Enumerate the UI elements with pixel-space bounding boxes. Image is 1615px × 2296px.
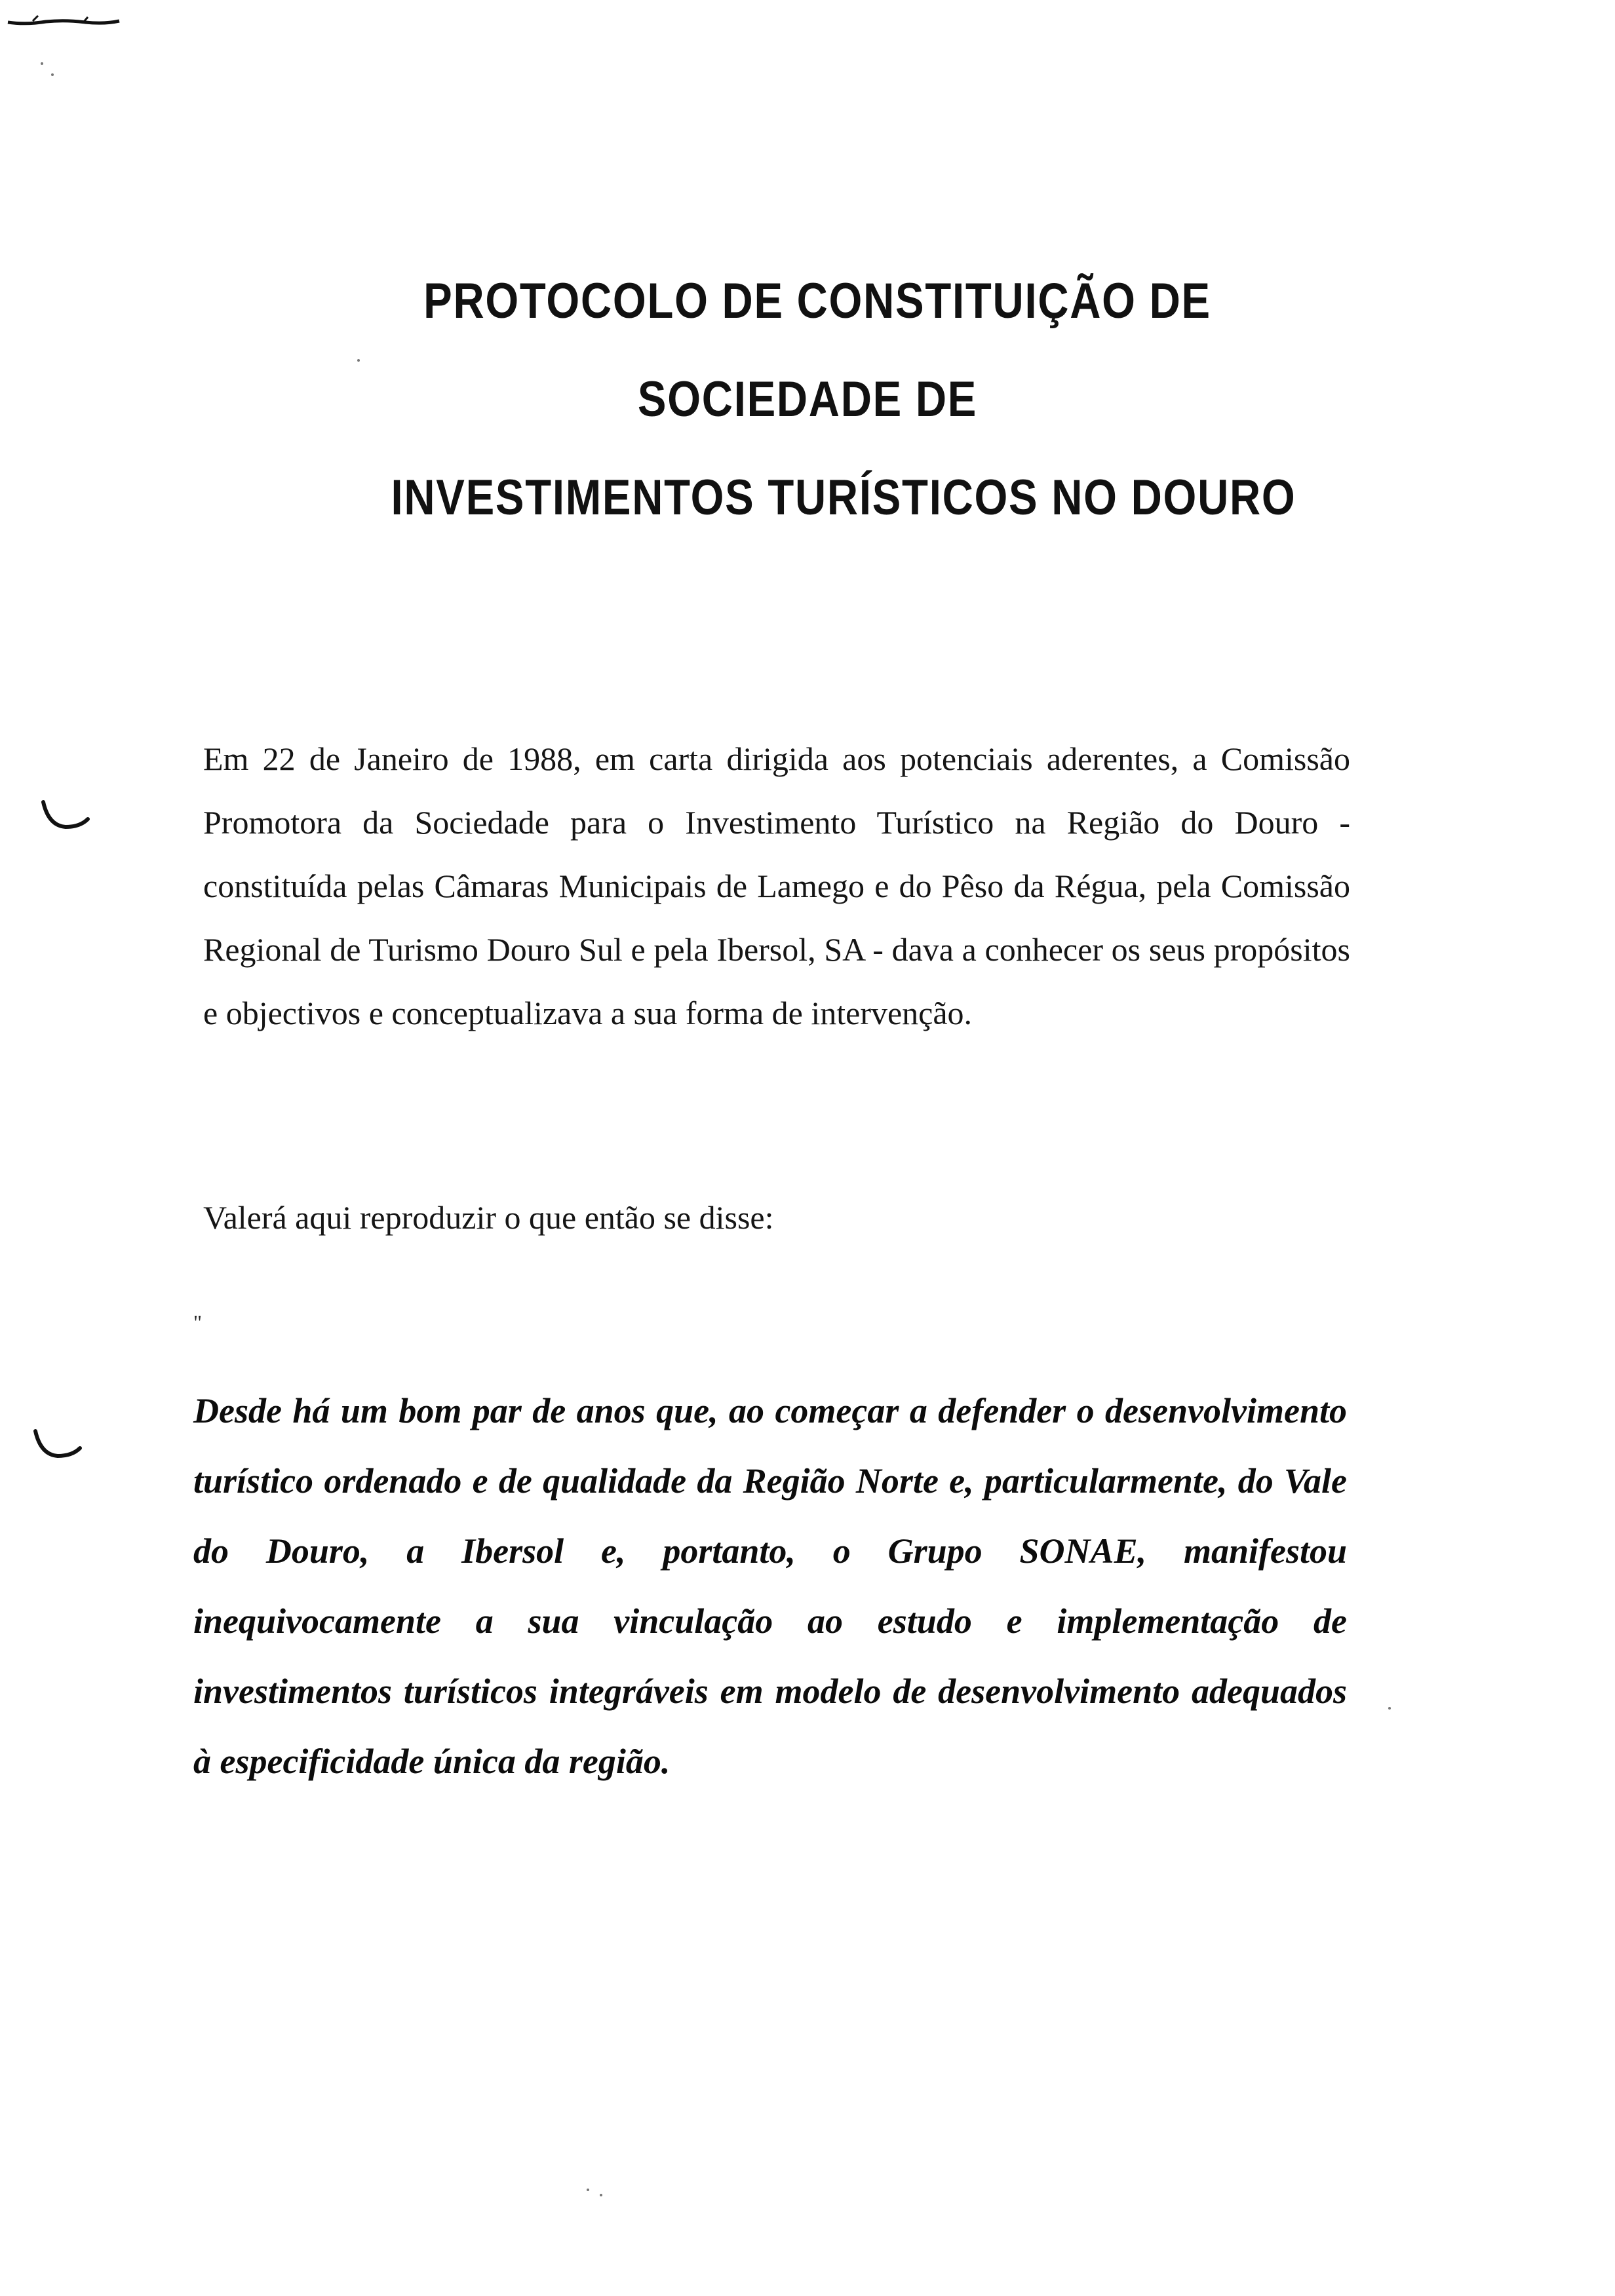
lead-in-paragraph: Valerá aqui reproduzir o que então se disse: <box>203 1199 774 1236</box>
quoted-paragraph: Desde há um bom par de anos que, ao começar a defender o desenvolvimento turístico ordenado e de qualidade da Região Norte e, particularmente, do Vale do Douro, a Ibersol e, portanto, o Grupo SONAE, manifestou inequivocamente a sua vinculação ao estudo e implementação de investimentos turísticos integráveis em modelo de desenvolvimento adequados à especificidade única da região. <box>193 1391 1347 1781</box>
title-line: PROTOCOLO DE CONSTITUIÇÃO DE <box>423 273 1211 329</box>
scan-speck <box>587 2189 589 2191</box>
title-line: INVESTIMENTOS TURÍSTICOS NO DOURO <box>391 470 1296 526</box>
punch-hole-mark <box>31 1428 84 1461</box>
punch-hole-mark <box>39 799 92 832</box>
scan-mark <box>7 12 121 26</box>
scan-speck <box>41 62 43 65</box>
title-line: SOCIEDADE DE <box>637 372 978 427</box>
scan-speck <box>1388 1707 1391 1710</box>
document-title <box>0 252 1615 547</box>
opening-quote-mark: " <box>193 1311 203 1334</box>
intro-paragraph: Em 22 de Janeiro de 1988, em carta dirigida aos potenciais aderentes, a Comissão Promotora da Sociedade para o Investimento Turístico na Região do Douro - constituída pelas Câmaras Municipais de Lamego e do Pêso da Régua, pela Comissão Regional de Turismo Douro Sul e pela Ibersol, SA - dava a conhecer os seus propósitos e objectivos e conceptualizava a sua forma de intervenção. <box>203 740 1350 1031</box>
scan-speck <box>600 2194 602 2196</box>
scan-speck <box>51 73 54 76</box>
